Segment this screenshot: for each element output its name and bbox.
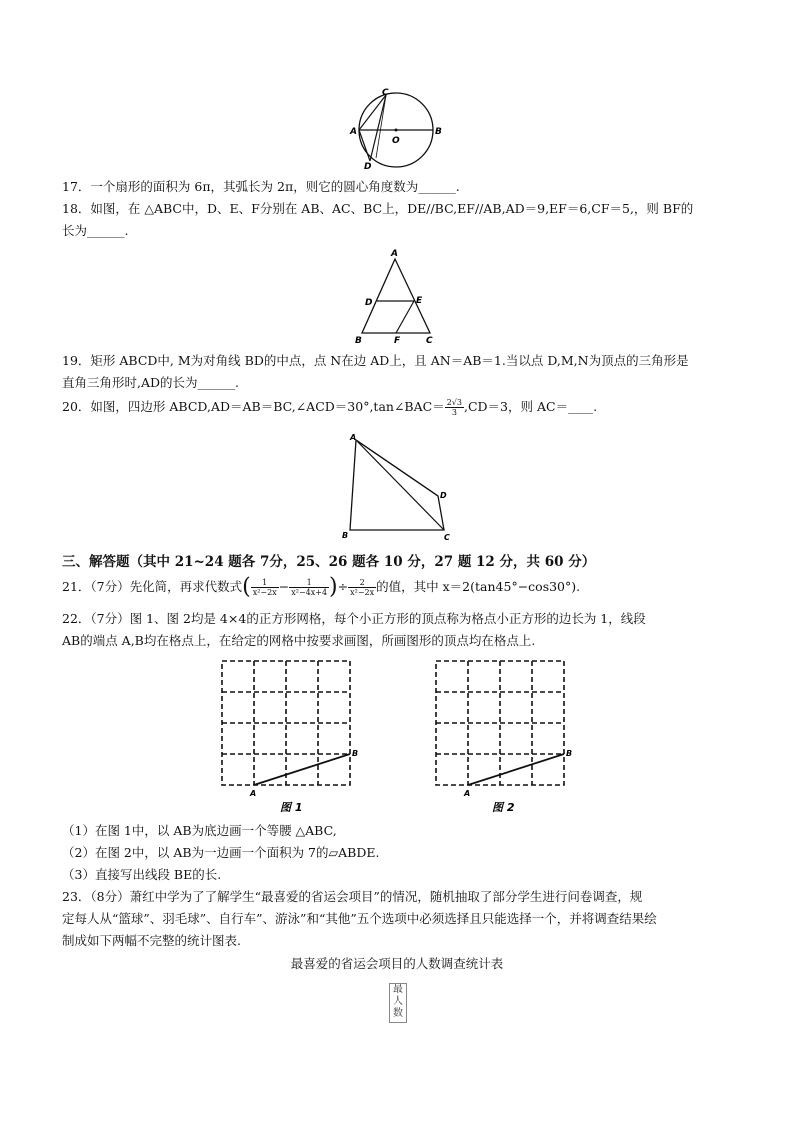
- q19-line1: 19．矩形 ABCD中, M为对角线 BD的中点，点 N在边 AD上，且 AN＝AB＝1.当以点 D,M,N为顶点的三角形是: [62, 353, 689, 368]
- label-b: B: [355, 336, 362, 345]
- label-a: A: [391, 249, 398, 259]
- grid2-caption: 图 2: [492, 801, 515, 814]
- table-stamp: 最人数: [389, 983, 407, 1023]
- q23-line1: 23．（8分）萧红中学为了了解学生“最喜爱的省运会项目”的情况，随机抽取了部分学生进行问卷调查，规: [62, 889, 643, 904]
- q21-pre: 21．（7分）先化简，再求代数式: [62, 579, 243, 594]
- q20-text: [62, 398, 597, 417]
- segment-ab: [254, 754, 350, 785]
- label-c: C: [444, 533, 450, 542]
- q18-line2: 长为______.: [62, 223, 129, 238]
- q22-sub1: （1）在图 1中，以 AB为底边画一个等腰 △ABC,: [62, 823, 337, 838]
- label-a: A: [350, 127, 357, 137]
- segment-ad: [356, 440, 438, 496]
- chord-cd2: [376, 95, 386, 158]
- segment-ab: [468, 754, 564, 785]
- q22-sub3: （3）直接写出线段 BE的长.: [62, 867, 222, 882]
- diagonal-ac: [356, 440, 444, 530]
- label-d: D: [365, 298, 373, 308]
- q22-sub2: （2）在图 2中，以 AB为一边画一个面积为 7的▱ABDE.: [62, 845, 380, 860]
- quadrilateral-figure: [340, 432, 460, 542]
- q21-frac1: $\frac{1}{\text{x²−2x}}$: [252, 578, 277, 597]
- label-d: D: [364, 162, 372, 170]
- label-b: B: [352, 749, 359, 758]
- label-a: A: [350, 433, 357, 442]
- label-c: C: [426, 336, 433, 345]
- label-o: O: [392, 136, 400, 146]
- q22-line2: AB的端点 A,B均在格点上，在给定的网格中按要求画图，所画图形的顶点均在格点上.: [62, 633, 536, 648]
- q21-frac2: $\frac{1}{\text{x²−4x+4}}$: [291, 578, 328, 597]
- circle-figure: [348, 88, 448, 170]
- label-b: B: [435, 127, 442, 137]
- triangle-figure: [350, 247, 440, 345]
- label-a: A: [250, 789, 257, 798]
- q21-text: 21．（7分）先化简，再求代数式( $\frac{1}{\text{x²−2x}}$ − $\frac{1}{\text{x²−4x+4}}$ )÷ $\frac{2}{\text{x²−2x}}$ 的值，其中 x＝2(tan45°−cos30°).: [62, 574, 581, 600]
- q18-line1: 18．如图，在 △ABC中，D、E、F分别在 AB、AC、BC上，DE//BC,EF//AB,AD＝9,EF＝6,CF＝5,，则 BF的: [62, 201, 694, 216]
- center-point: [395, 129, 398, 132]
- grid-figure-1: [212, 655, 362, 815]
- q23-table-title: 最喜爱的省运会项目的人数调查统计表: [290, 956, 504, 971]
- q20-fraction: $\frac{2√3}{3}$: [446, 398, 462, 417]
- q19-line2: 直角三角形时,AD的长为______.: [62, 375, 239, 390]
- label-c: C: [382, 88, 389, 98]
- q22-line1: 22．（7分）图 1、图 2均是 4×4的正方形网格，每个小正方形的顶点称为格点小正方形的边长为 1，线段: [62, 611, 646, 626]
- segment-ef: [396, 301, 414, 333]
- label-b: B: [342, 531, 349, 540]
- q21-post: 的值，其中 x＝2(tan45°−cos30°).: [376, 579, 581, 594]
- q20-pre: 20．如图，四边形 ABCD,AD＝AB＝BC,∠ACD＝30°,tan∠BAC＝: [62, 399, 445, 414]
- label-e: E: [416, 296, 423, 306]
- label-b: B: [566, 749, 573, 758]
- q17-text: 17．一个扇形的面积为 6π，其弧长为 2π，则它的圆心角度数为______.: [62, 179, 460, 194]
- q21-frac3: $\frac{2}{\text{x²−2x}}$: [350, 578, 375, 597]
- section3-title: 三、解答题（其中 21~24 题各 7分，25、26 题各 10 分，27 题 12 分，共 60 分）: [62, 554, 596, 570]
- q23-line3: 制成如下两幅不完整的统计图表.: [62, 933, 241, 948]
- grid-figure-2: [426, 655, 576, 815]
- label-d: D: [440, 491, 447, 500]
- label-a: A: [464, 789, 471, 798]
- quad-abcd: [350, 440, 444, 530]
- q20-post: ,CD＝3，则 AC＝____.: [464, 399, 598, 414]
- grid1-caption: 图 1: [280, 801, 303, 814]
- chord-ad: [359, 130, 370, 161]
- q23-line2: 定每人从“篮球”、羽毛球”、自行车”、游泳”和“其他”五个选项中必须选择且只能选择一个，并将调查结果绘: [62, 911, 657, 926]
- label-f: F: [394, 336, 401, 345]
